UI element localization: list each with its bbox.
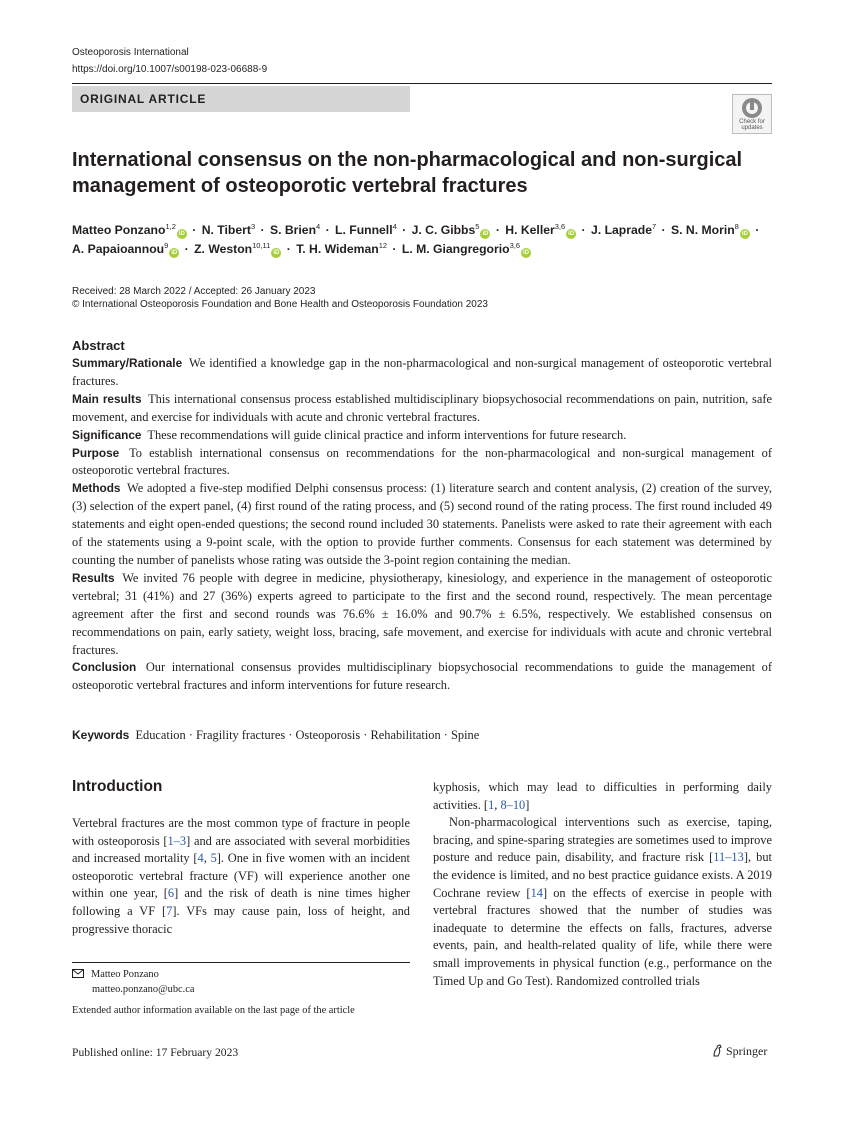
orcid-icon[interactable]: iD — [178, 231, 185, 237]
header-divider — [72, 83, 772, 84]
body-text: ] and the risk of death is nine times higher following a VF [ — [72, 886, 410, 918]
author — [270, 223, 320, 237]
author-name: L. M. Giangregorio — [401, 242, 510, 256]
abstract-text: We identified a knowledge gap in the non-pharmacological and non-surgical management of osteoporotic vertebral fractures. — [72, 356, 772, 388]
right-column — [433, 779, 772, 990]
author — [412, 223, 491, 237]
doi-link[interactable]: https://doi.org/10.1007/s00198-023-06688-9 — [72, 64, 268, 75]
body-text: ] and are associated with several morbidities and increased mortality [ — [72, 833, 410, 866]
citation-link[interactable]: 7 — [166, 903, 173, 918]
abstract-text: To establish international consensus on recommendations for the non-pharmacological and non-surgical management of osteoporotic vertebral fractures. — [72, 445, 772, 478]
author-name: T. H. Wideman — [296, 242, 379, 256]
author-name: S. N. Morin — [671, 223, 735, 237]
orcid-icon[interactable]: iD — [568, 231, 575, 237]
intro-paragraph-1 — [72, 815, 410, 938]
abstract-text: This international consensus process established multidisciplinary biopsychosocial recommendations on pain, nutrition, safe movement, and exercise for individuals with acute and chronic vertebral fractures. — [72, 391, 772, 424]
author-separator: · — [578, 223, 590, 237]
citation-link[interactable]: 8–10 — [500, 797, 526, 812]
author-affiliation: 5 — [475, 222, 480, 231]
check-updates-icon — [741, 97, 763, 119]
abstract-label: Methods — [72, 481, 121, 496]
orcid-icon[interactable]: iD — [482, 231, 489, 237]
intro-paragraph-3 — [433, 814, 772, 990]
author-separator: · — [398, 223, 410, 237]
abstract-paragraph — [72, 355, 772, 391]
abstract-text: These recommendations will guide clinical practice and inform interventions for future research. — [144, 427, 627, 442]
citation-link[interactable]: 14 — [530, 885, 543, 900]
author-name: N. Tibert — [201, 223, 251, 237]
keywords — [72, 727, 772, 744]
abstract-label: Significance — [72, 427, 142, 442]
author-separator: · — [181, 242, 193, 256]
abstract-label: Main results — [72, 391, 142, 406]
abstract-body — [72, 355, 772, 695]
abstract-text: Our international consensus provides multidisciplinary biopsychosocial recommendations to guide the management of osteoporotic vertebral fractures and inform interventions for future research. — [72, 660, 772, 693]
abstract-label: Purpose — [72, 445, 120, 460]
author-name: J. Laprade — [591, 223, 652, 237]
abstract-heading: Abstract — [72, 338, 125, 353]
author — [402, 242, 531, 256]
citation-link[interactable]: 6 — [167, 886, 175, 901]
author — [671, 223, 750, 237]
author-affiliation: 8 — [734, 222, 739, 231]
article-title: International consensus on the non-pharmacological and non-surgical management of osteoporotic vertebral fractures — [72, 149, 743, 197]
abstract-text: We adopted a five-step modified Delphi consensus process: (1) literature search and content analysis, (2) creation of the survey, (3) selection of the expert panel, (4) first round of the rating process, and (5) second round of the rating process. The first round included 49 statements and eight open-ended questions; the second round included 30 statements. Panelists were asked to rate their agreement with each of the statements using a 9-point scale, with the option to provide further comments. Consensus for each statement was determined by counting the number of panelists whose rating was outside the 3-point region containing the median. — [72, 481, 772, 567]
keywords-label: Keywords — [72, 728, 130, 742]
abstract-label: Conclusion — [72, 660, 137, 675]
author-separator: · — [283, 242, 295, 256]
left-column — [72, 777, 410, 938]
corresponding-author-email[interactable]: matteo.ponzano@ubc.ca — [92, 984, 195, 995]
abstract-paragraph — [72, 570, 772, 660]
abstract-paragraph — [72, 659, 772, 695]
abstract-label: Summary/Rationale — [72, 356, 183, 370]
author-separator: · — [389, 242, 400, 256]
publisher-name: Springer — [726, 1044, 768, 1058]
author-affiliation: 10,11 — [252, 241, 271, 250]
author-separator: · — [658, 223, 669, 237]
check-updates-line2: updates — [741, 125, 763, 131]
body-text: , — [203, 851, 211, 866]
body-text: Non-pharmacological interventions such as exercise, taping, bracing, and spine-sparing strategies are sometimes used to improve posture and reduce pain, disability, and fracture risk [ — [433, 815, 772, 865]
envelope-icon — [72, 969, 84, 978]
author-separator: · — [322, 223, 334, 237]
author — [335, 223, 397, 237]
extended-author-info: Extended author information available on the last page of the article — [72, 1005, 355, 1016]
citation-link[interactable]: 4 — [197, 851, 204, 866]
abstract-text: We invited 76 people with degree in medicine, physiotherapy, kinesiology, and experience in the management of osteoporotic vertebral; 31 (41%) and 27 (36%) experts agreed to participate to the first and the second round, respectively. The mean percentage agreement after the first and second rounds was 76.6% ± 16.0% and 90.7% ± 6.5%, respectively. We established consensus on recommendations on pain, early satiety, weight loss, bracing, safe movement, and exercise for individuals with acute and chronic vertebral fractures. — [72, 570, 772, 657]
abstract-paragraph — [72, 427, 772, 445]
author-affiliation: 3 — [250, 222, 256, 231]
journal-name: Osteoporosis International — [72, 47, 189, 58]
author-affiliation: 4 — [316, 222, 321, 231]
body-text: ] on the effects of exercise in people with vertebral fractures showed that the number of studies was inadequate to determine the effects on falls, fractures, adverse events, pain, and health-related quality of life, while there were small improvements in physical function (e.g., performance on the Timed Up and Go Test). Randomized controlled trials — [433, 885, 772, 988]
author-separator: · — [188, 223, 200, 237]
abstract-paragraph — [72, 445, 772, 481]
introduction-heading: Introduction — [72, 778, 163, 795]
author — [72, 223, 187, 237]
author-affiliation: 12 — [378, 241, 388, 250]
author-affiliation: 4 — [392, 222, 397, 231]
author-affiliation: 9 — [164, 241, 169, 250]
author-name: Matteo Ponzano — [72, 223, 166, 237]
orcid-icon[interactable]: iD — [523, 250, 529, 256]
body-text: ] — [525, 797, 530, 812]
received-accepted-dates: Received: 28 March 2022 / Accepted: 26 January 2023 — [72, 286, 316, 297]
citation-link[interactable]: 1–3 — [167, 833, 187, 848]
author — [194, 242, 281, 256]
author-affiliation: 3,6 — [554, 222, 566, 231]
check-for-updates-badge[interactable] — [732, 94, 772, 134]
orcid-icon[interactable]: iD — [273, 250, 280, 256]
abstract-label: Results — [72, 570, 115, 585]
corresponding-author-footnote — [72, 967, 410, 1018]
orcid-icon[interactable]: iD — [171, 250, 178, 256]
author — [296, 242, 387, 256]
author-name: Z. Weston — [194, 242, 253, 256]
body-text: ]. One in five women with an incident osteoporotic vertebral fracture (VF) will experience another one within one year, [ — [72, 851, 410, 901]
author-separator: · — [257, 223, 268, 237]
abstract-paragraph — [72, 480, 772, 570]
keywords-list: Education · Fragility fractures · Osteoporosis · Rehabilitation · Spine — [135, 728, 480, 742]
author — [202, 223, 255, 237]
body-text: ]. VFs may cause pain, loss of height, and progressive thoracic — [72, 903, 410, 936]
citation-link[interactable]: 11–13 — [713, 850, 744, 865]
intro-paragraph-2 — [433, 779, 772, 814]
orcid-icon[interactable]: iD — [741, 231, 748, 237]
corresponding-author-name: Matteo Ponzano — [91, 969, 159, 980]
copyright-notice: © International Osteoporosis Foundation and Bone Health and Osteoporosis Foundation 2023 — [72, 299, 488, 310]
check-updates-line1: Check for — [739, 119, 765, 125]
publisher-logo — [711, 1043, 767, 1059]
body-text: Vertebral fractures are the most common type of fracture in people with osteoporosis [ — [72, 816, 410, 848]
author-list — [72, 221, 772, 259]
body-text: kyphosis, which may lead to difficulties in performing daily activities. [ — [433, 780, 772, 812]
author — [72, 242, 179, 256]
footnote-divider — [72, 962, 410, 963]
author-name: H. Keller — [505, 223, 555, 237]
citation-link[interactable]: 5 — [210, 851, 217, 866]
author-name: J. C. Gibbs — [411, 223, 476, 237]
author-separator: · — [751, 223, 760, 237]
article-type-banner: ORIGINAL ARTICLE — [72, 86, 410, 112]
springer-horse-icon — [711, 1044, 724, 1057]
published-online-date: Published online: 17 February 2023 — [72, 1046, 239, 1059]
abstract-section — [72, 337, 772, 695]
author-affiliation: 7 — [651, 222, 657, 231]
author-name: A. Papaioannou — [72, 242, 165, 256]
author-name: L. Funnell — [335, 223, 393, 237]
author-affiliation: 1,2 — [165, 222, 176, 231]
citation-link[interactable]: 1 — [488, 797, 495, 812]
author — [591, 223, 656, 237]
author-name: S. Brien — [269, 223, 317, 237]
body-text: , — [494, 797, 501, 812]
author — [505, 223, 576, 237]
author-separator: · — [492, 223, 504, 237]
author-affiliation: 3,6 — [509, 241, 520, 250]
body-text: ], but the evidence is limited, and no best practice guidance exists. A 2019 Cochrane review [ — [433, 850, 773, 900]
abstract-paragraph — [72, 391, 772, 427]
